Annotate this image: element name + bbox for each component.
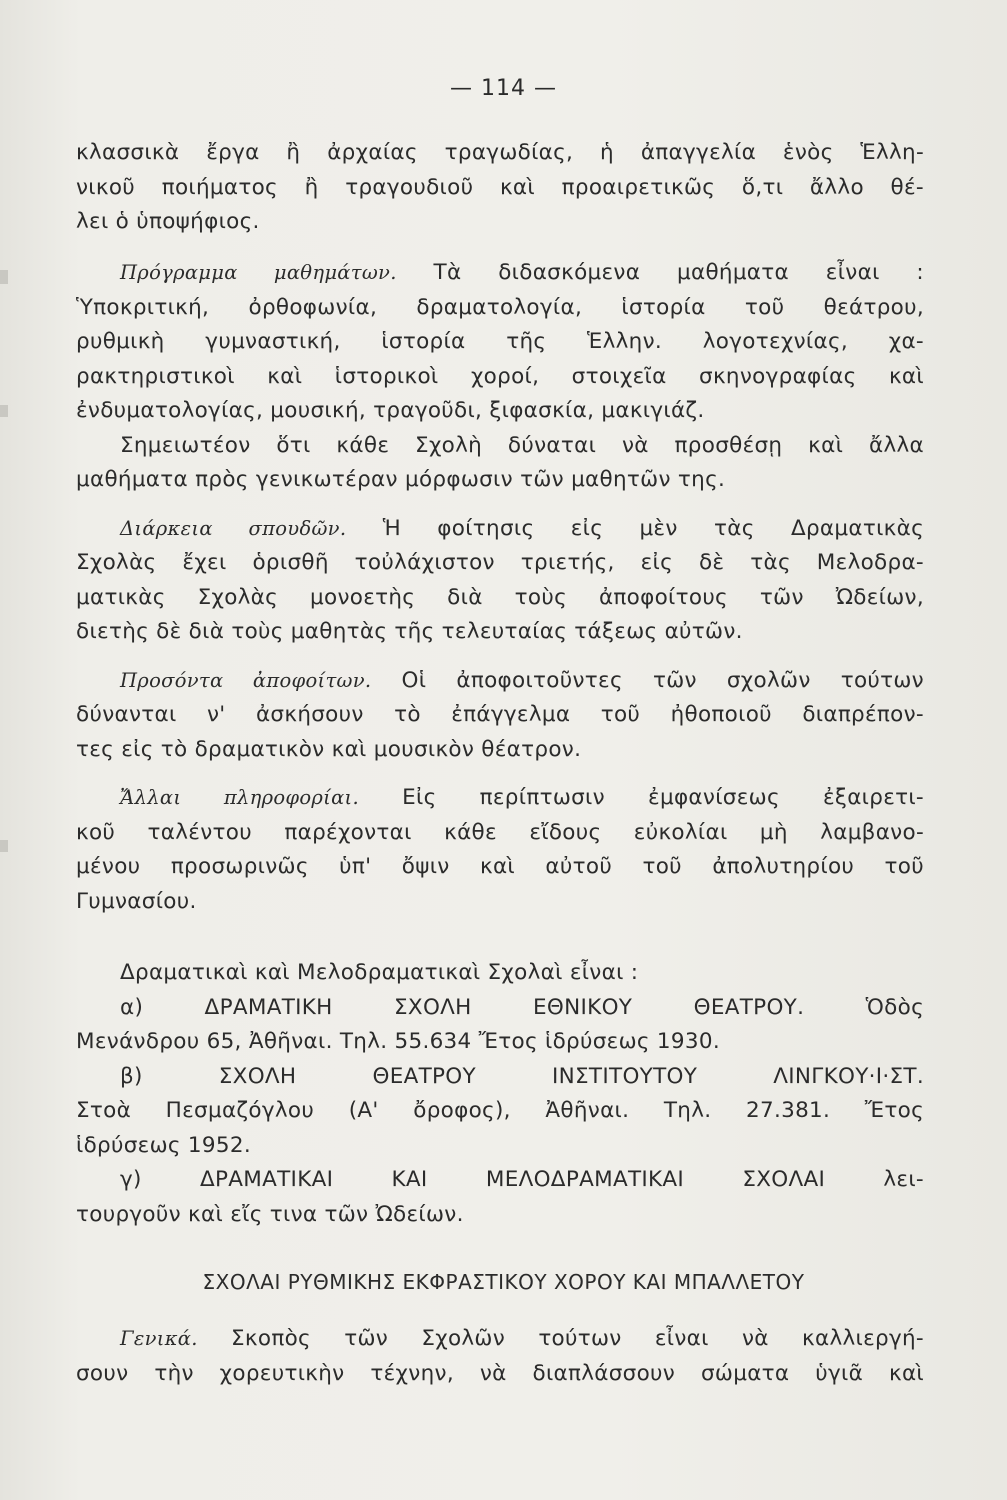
graduates-title: Προσόντα ἀποφοίτων. — [120, 668, 372, 692]
text-line: ρακτηριστικοὶ καὶ ἱστορικοὶ χοροί, στοιχεῖα σκηνογραφίας καὶ — [76, 363, 924, 389]
text-line: Σχολὰς ἔχει ὁρισθῆ τοὐλάχιστον τριετής, εἰς δὲ τὰς Μελοδρα- — [76, 550, 924, 575]
text-line: τες εἰς τὸ δραματικὸν καὶ μουσικὸν θέατρον. — [76, 736, 582, 762]
other-info-heading-line — [76, 781, 924, 816]
duration-heading-line — [76, 512, 924, 547]
other-info-title: Ἄλλαι πληροφορίαι. — [120, 786, 360, 809]
text-line: διετὴς δὲ διὰ τοὺς μαθητὰς τῆς τελευταίας τάξεως αὐτῶν. — [76, 619, 743, 644]
graduates-heading-line — [76, 664, 924, 699]
text-line: Ὑποκριτική, ὀρθοφωνία, δραματολογία, ἱστορία τοῦ θεάτρου, — [76, 294, 924, 320]
text-line: Σημειωτέον ὅτι κάθε Σχολὴ δύναται νὰ προσθέσῃ καὶ ἄλλα — [120, 432, 924, 458]
text-line: σουν τὴν χορευτικὴν τέχνην, νὰ διαπλάσσουν σώματα ὑγιᾶ καὶ — [76, 1360, 924, 1386]
general-heading-line — [76, 1322, 924, 1357]
schools-list — [76, 956, 924, 1232]
general-section — [76, 1322, 924, 1391]
main-body — [76, 256, 924, 919]
school-entry: β) ΣΧΟΛΗ ΘΕΑΤΡΟΥ ΙΝΣΤΙΤΟΥΤΟΥ ΛΙΝΓΚΟΥ·Ι·ΣΤ. — [120, 1063, 924, 1089]
text-line: τουργοῦν καὶ εἴς τινα τῶν Ὠδείων. — [76, 1201, 464, 1227]
page-edge-mark — [0, 840, 8, 852]
school-entry: γ) ΔΡΑΜΑΤΙΚΑΙ ΚΑΙ ΜΕΛΟΔΡΑΜΑΤΙΚΑΙ ΣΧΟΛΑΙ λει- — [120, 1167, 924, 1192]
text-line: ρυθμικὴ γυμναστική, ἱστορία τῆς Ἑλλην. λογοτεχνίας, χα- — [76, 329, 924, 354]
schools-intro: Δραματικαὶ καὶ Μελοδραματικαὶ Σχολαὶ εἶναι : — [120, 960, 639, 985]
text-line: ἐνδυματολογίας, μουσική, τραγοῦδι, ξιφασκία, μακιγιάζ. — [76, 398, 705, 423]
graduates-intro-text: Οἱ ἀποφοιτοῦντες τῶν σχολῶν τούτων — [401, 667, 924, 693]
text-line: κλασσικὰ ἔργα ἢ ἀρχαίας τραγωδίας, ἡ ἀπαγγελία ἑνὸς Ἑλλη- — [76, 140, 924, 165]
text-line: Στοὰ Πεσμαζόγλου (Α' ὄροφος), Ἀθῆναι. Τηλ. 27.381. Ἔτος — [76, 1098, 924, 1123]
school-entry: α) ΔΡΑΜΑΤΙΚΗ ΣΧΟΛΗ ΕΘΝΙΚΟΥ ΘΕΑΤΡΟΥ. Ὁδὸς — [120, 994, 924, 1020]
general-intro-text: Σκοπὸς τῶν Σχολῶν τούτων εἶναι νὰ καλλιεργή- — [231, 1326, 924, 1351]
page-edge-mark — [0, 270, 8, 284]
text-line: Γυμνασίου. — [76, 888, 197, 914]
text-line: ματικὰς Σχολὰς μονοετὴς διὰ τοὺς ἀποφοίτους τῶν Ὠδείων, — [76, 584, 924, 610]
duration-intro-text: Ἡ φοίτησις εἰς μὲν τὰς Δραματικὰς — [382, 515, 925, 541]
page-edge-mark — [0, 405, 8, 417]
text-line: νικοῦ ποιήματος ἢ τραγουδιοῦ καὶ προαιρετικῶς ὅ,τι ἄλλο θέ- — [76, 174, 924, 200]
text-line: μένου προσωρινῶς ὑπ' ὄψιν καὶ αὐτοῦ τοῦ ἀπολυτηρίου τοῦ — [76, 854, 924, 879]
text-line: ἱδρύσεως 1952. — [76, 1132, 251, 1158]
text-line: δύνανται ν' ἀσκήσουν τὸ ἐπάγγελμα τοῦ ἠθοποιοῦ διαπρέπον- — [76, 702, 924, 727]
program-intro-text: Τὰ διδασκόμενα μαθήματα εἶναι : — [433, 260, 924, 285]
paragraph-spacer — [76, 650, 924, 664]
duration-title: Διάρκεια σπουδῶν. — [120, 516, 347, 540]
program-heading-line — [76, 256, 924, 291]
text-line: μαθήματα πρὸς γενικωτέραν μόρφωσιν τῶν μαθητῶν της. — [76, 467, 726, 492]
text-line: κοῦ ταλέντου παρέχονται κάθε εἴδους εὐκολίαι μὴ λαμβανο- — [76, 819, 924, 845]
other-info-intro-text: Εἰς περίπτωσιν ἐμφανίσεως ἐξαιρετι- — [402, 785, 924, 810]
text-line: Μενάνδρου 65, Ἀθῆναι. Τηλ. 55.634 Ἔτος ἱδρύσεως 1930. — [76, 1029, 720, 1054]
paragraph-spacer — [76, 767, 924, 781]
paragraph-spacer — [76, 498, 924, 512]
program-title: Πρόγραμμα μαθημάτων. — [120, 261, 397, 284]
intro-paragraph — [76, 136, 924, 240]
dance-schools-heading: ΣΧΟΛΑΙ ΡΥΘΜΙΚΗΣ ΕΚΦΡΑΣΤΙΚΟΥ ΧΟΡΟΥ ΚΑΙ ΜΠΑΛΛΕΤΟΥ — [202, 1270, 805, 1294]
page-number: — 114 — — [450, 76, 557, 101]
general-title: Γενικά. — [120, 1327, 198, 1350]
text-line: λει ὁ ὑποψήφιος. — [76, 209, 260, 234]
